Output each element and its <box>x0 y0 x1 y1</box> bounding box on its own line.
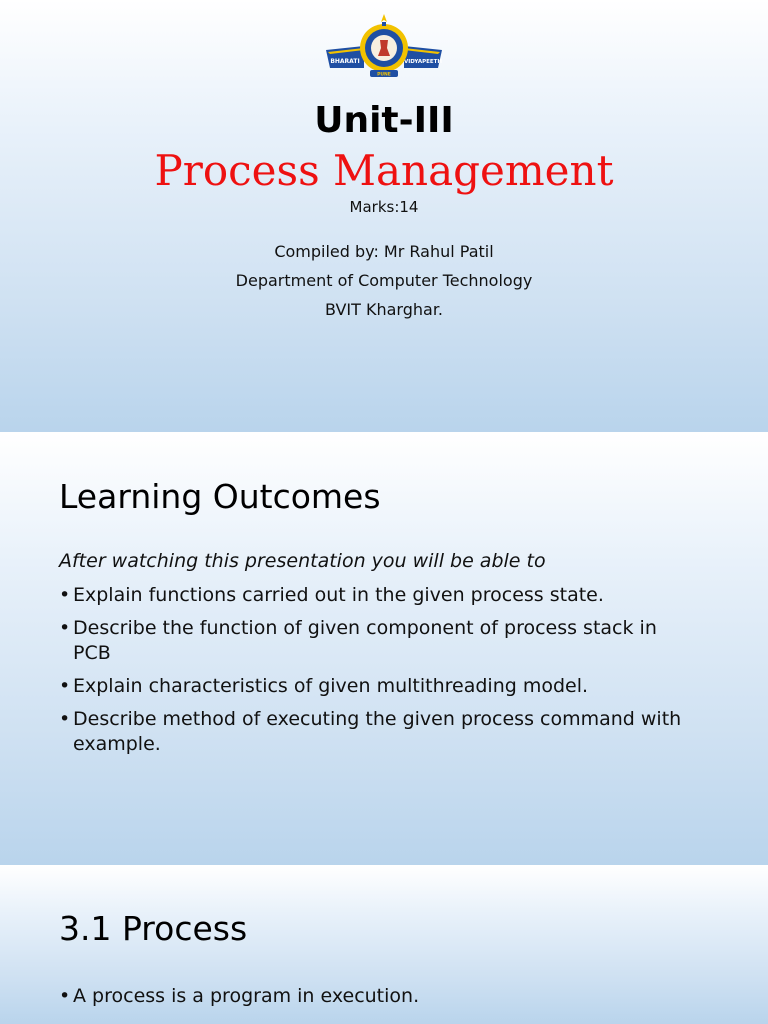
process-slide <box>0 866 768 1024</box>
presentation-title: Process Management <box>154 146 614 195</box>
learning-outcomes-slide <box>0 433 768 865</box>
bullet-icon: • <box>59 584 71 606</box>
list-item: • Explain functions carried out in the given process state. <box>59 584 604 606</box>
svg-text:VIDYAPEETH: VIDYAPEETH <box>403 59 443 65</box>
compiled-by: Compiled by: Mr Rahul Patil <box>274 242 494 261</box>
list-item: • A process is a program in execution. <box>59 985 420 1007</box>
bharati-vidyapeeth-logo <box>324 10 444 78</box>
svg-text:BHARATI: BHARATI <box>330 58 360 65</box>
slide-heading: 3.1 Process <box>59 909 248 948</box>
slide-heading: Learning Outcomes <box>59 477 381 516</box>
list-item: • Explain characteristics of given multithreading model. <box>59 675 589 697</box>
svg-text:PUNE: PUNE <box>377 72 391 78</box>
bullet-icon: • <box>59 985 71 1007</box>
bullet-icon: • <box>59 675 71 697</box>
bullet-icon: • <box>59 708 71 730</box>
intro-text: After watching this presentation you will be able to <box>59 550 546 572</box>
unit-title: Unit-III <box>314 100 454 141</box>
outcomes-list <box>59 583 699 765</box>
college-name: BVIT Kharghar. <box>324 300 444 319</box>
department: Department of Computer Technology <box>235 271 533 290</box>
marks-label: Marks:14 <box>349 198 419 216</box>
title-slide <box>0 0 768 432</box>
list-item: • Describe method of executing the given process command with example. <box>59 708 682 755</box>
process-list <box>59 984 699 1017</box>
bullet-icon: • <box>59 617 71 639</box>
list-item: • Describe the function of given component of process stack in PCB <box>59 617 657 664</box>
